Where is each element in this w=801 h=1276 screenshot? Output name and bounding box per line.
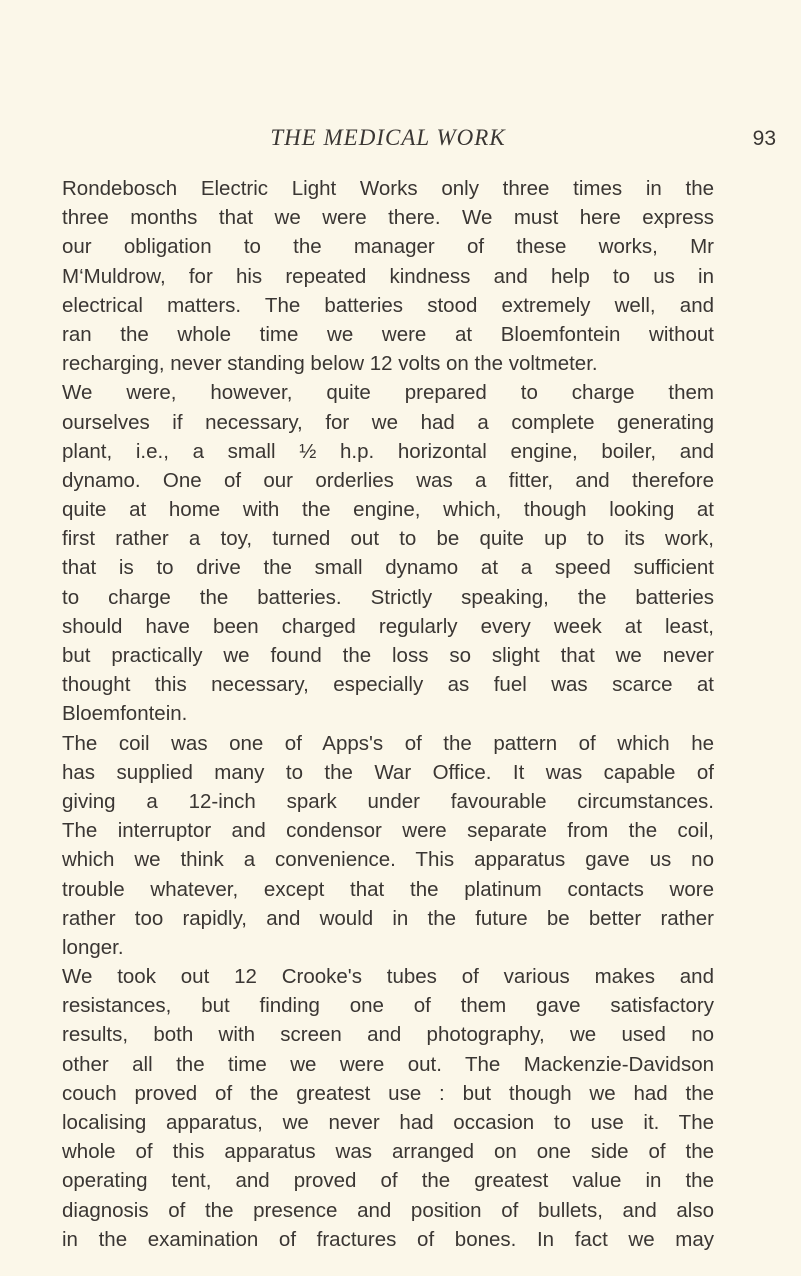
text-line: recharging, never standing below 12 volts on the voltmeter. [62, 352, 598, 376]
text-line: other all the time we were out. The Mackenzie-Davidson [62, 1052, 714, 1076]
text-line: rather too rapidly, and would in the future be better rather [62, 906, 714, 930]
text-line: M‘Muldrow, for his repeated kindness and help to us in [62, 264, 714, 288]
text-line: operating tent, and proved of the greatest value in the [62, 1169, 714, 1193]
running-title: THE MEDICAL WORK [270, 125, 506, 150]
running-head [62, 125, 776, 155]
text-line: whole of this apparatus was arranged on one side of the [62, 1140, 714, 1164]
text-line: longer. [62, 935, 124, 959]
text-line: which we think a convenience. This apparatus gave us no [62, 848, 714, 872]
text-line: that is to drive the small dynamo at a speed sufficient [62, 556, 714, 580]
text-line: trouble whatever, except that the platinum contacts wore [62, 877, 714, 901]
text-line: thought this necessary, especially as fuel was scarce at [62, 673, 714, 697]
text-line: in the examination of fractures of bones. In fact we may [62, 1227, 714, 1251]
text-line: giving a 12-inch spark under favourable circumstances. [62, 789, 714, 813]
text-line: The interruptor and condensor were separate from the coil, [62, 819, 714, 843]
text-line: results, both with screen and photography, we used no [62, 1023, 714, 1047]
text-line: has supplied many to the War Office. It was capable of [62, 760, 714, 784]
text-line: dynamo. One of our orderlies was a fitter, and therefore [62, 468, 714, 492]
text-line: Rondebosch Electric Light Works only three times in the [62, 177, 714, 200]
text-line: The coil was one of Apps's of the pattern of which he [62, 731, 714, 755]
text-line: couch proved of the greatest use : but though we had the [62, 1081, 714, 1105]
text-line: resistances, but finding one of them gave satisfactory [62, 994, 714, 1018]
text-line: plant, i.e., a small ½ h.p. horizontal engine, boiler, and [62, 439, 714, 463]
text-line: electrical matters. The batteries stood extremely well, and [62, 293, 714, 317]
body-text [62, 174, 714, 1254]
page-number: 93 [752, 127, 776, 150]
text-line: but practically we found the loss so slight that we never [62, 644, 714, 667]
text-line: We took out 12 Crooke's tubes of various makes and [62, 965, 714, 989]
text-line: diagnosis of the presence and position of bullets, and also [62, 1198, 714, 1222]
text-line: first rather a toy, turned out to be quite up to its work, [62, 527, 714, 551]
text-line: quite at home with the engine, which, though looking at [62, 498, 714, 522]
text-line: three months that we were there. We must here express [62, 206, 714, 230]
text-line: localising apparatus, we never had occasion to use it. The [62, 1111, 714, 1134]
text-line: We were, however, quite prepared to charge them [62, 381, 714, 405]
text-line: to charge the batteries. Strictly speaking, the batteries [62, 585, 714, 609]
text-line: Bloemfontein. [62, 702, 188, 726]
text-line: should have been charged regularly every week at least, [62, 614, 714, 638]
text-line: ran the whole time we were at Bloemfontein without [62, 322, 714, 346]
text-line: our obligation to the manager of these works, Mr [62, 235, 714, 259]
text-line: ourselves if necessary, for we had a complete generating [62, 410, 714, 434]
